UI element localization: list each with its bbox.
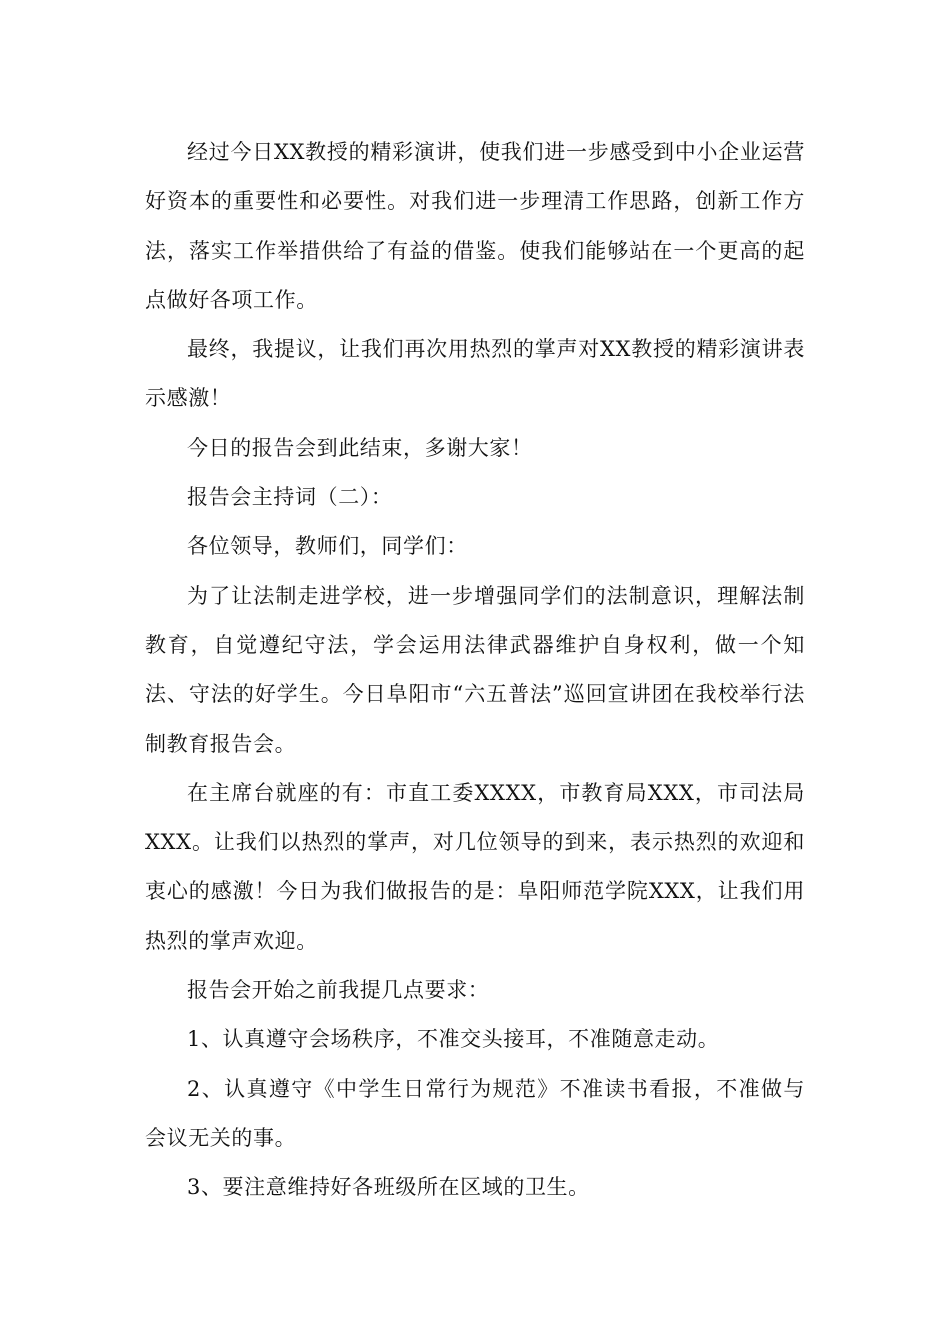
paragraph-closing-remarks: 经过今日XX教授的精彩演讲，使我们进一步感受到中小企业运营好资本的重要性和必要性。对我们进一步理清工作思路，创新工作方法，落实工作举措供给了有益的借鉴。使我们能够站在一个更高的起点做好各项工作。 <box>145 140 805 312</box>
list-item-requirement-2: 2、认真遵守《中学生日常行为规范》不准读书看报，不准做与会议无关的事。 <box>145 1076 805 1150</box>
paragraph-purpose: 为了让法制走进学校，进一步增强同学们的法制意识，理解法制教育，自觉遵纪守法，学会运用法律武器维护自身权利，做一个知法、守法的好学生。今日阜阳市“六五普法”巡回宣讲团在我校举行法制教育报告会。 <box>145 583 805 756</box>
document-body <box>145 128 805 1213</box>
section-heading: 报告会主持词（二）： <box>187 485 393 510</box>
paragraph-salutation: 各位领导，教师们，同学们： <box>187 534 468 559</box>
paragraph-requirements-intro: 报告会开始之前我提几点要求： <box>187 978 490 1003</box>
list-item-requirement-3: 3、要注意维持好各班级所在区域的卫生。 <box>187 1175 590 1200</box>
list-item-requirement-1: 1、认真遵守会场秩序，不准交头接耳，不准随意走动。 <box>187 1027 720 1052</box>
paragraph-meeting-end: 今日的报告会到此结束，多谢大家！ <box>187 435 533 460</box>
paragraph-applause-proposal: 最终，我提议，让我们再次用热烈的掌声对XX教授的精彩演讲表示感激！ <box>145 337 805 411</box>
paragraph-guests: 在主席台就座的有：市直工委XXXX，市教育局XXX，市司法局XXX。让我们以热烈的掌声，对几位领导的到来，表示热烈的欢迎和衷心的感激！今日为我们做报告的是：阜阳师范学院XXX，让我们用热烈的掌声欢迎。 <box>145 780 805 953</box>
